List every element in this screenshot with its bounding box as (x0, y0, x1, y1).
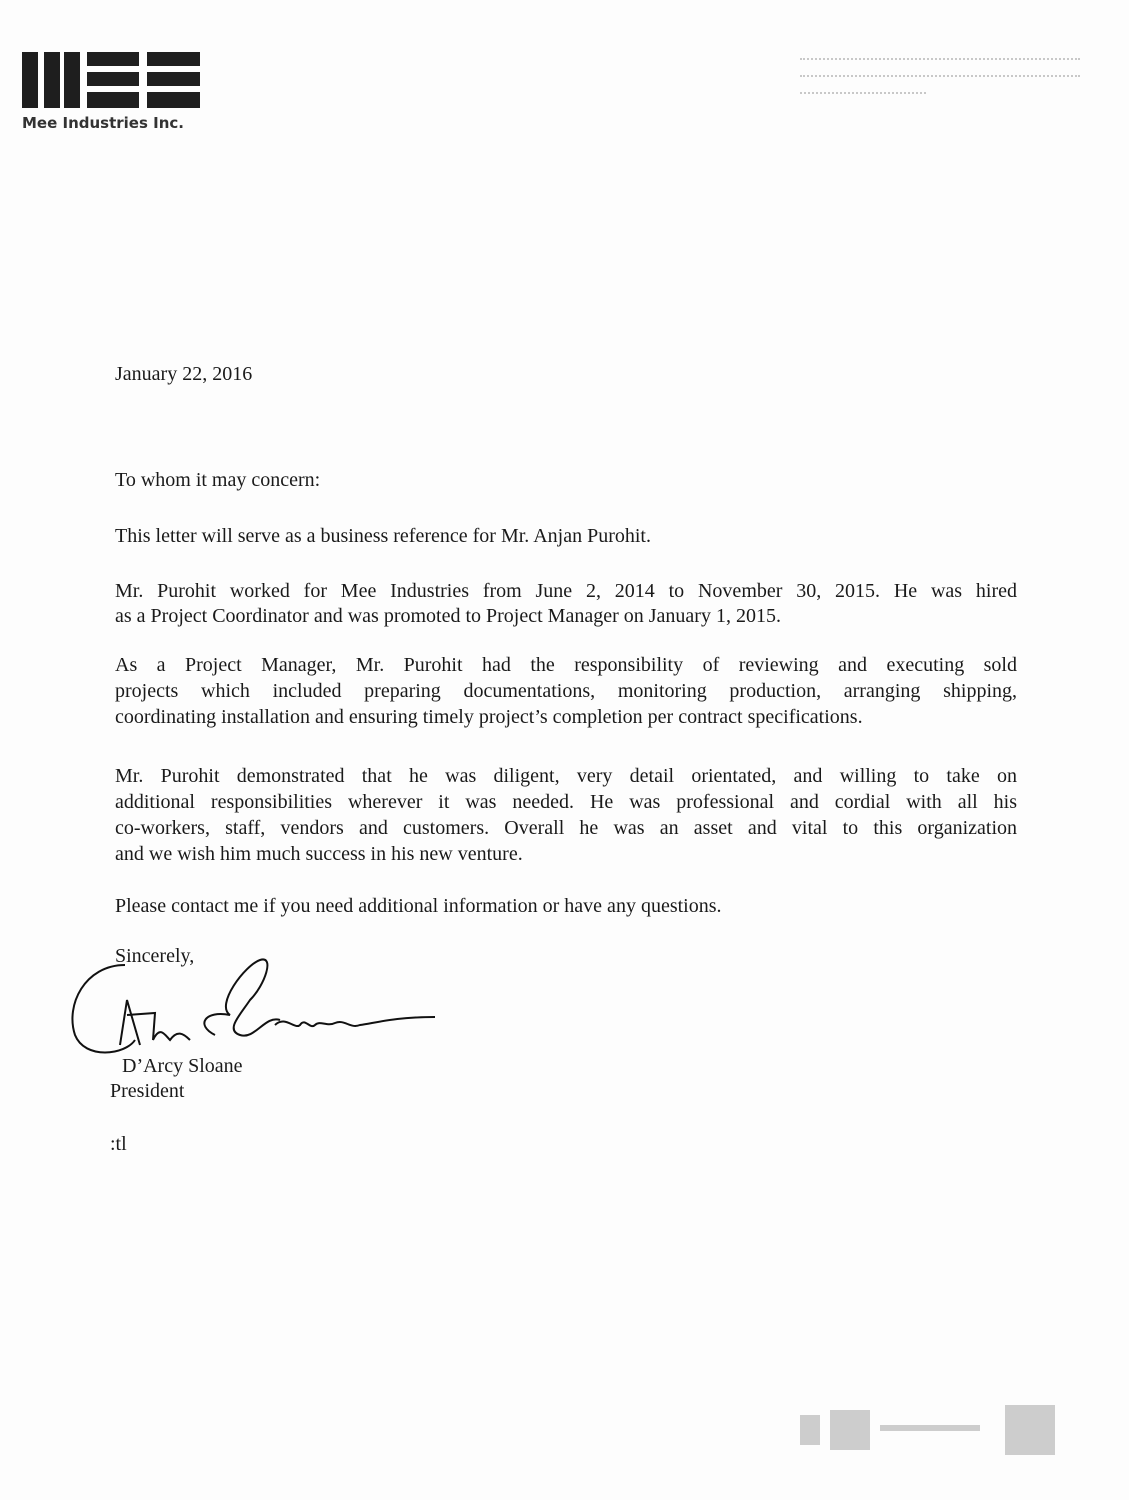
paragraph-5: Please contact me if you need additional information or have any questions. (115, 895, 722, 917)
faded-address-block (800, 58, 1080, 109)
closing: Sincerely, (115, 945, 195, 967)
letter-date: January 22, 2016 (115, 363, 253, 385)
salutation: To whom it may concern: (115, 469, 321, 491)
typist-initials: :tl (110, 1133, 127, 1155)
paragraph-2-line: as a Project Coordinator and was promoted to Project Manager on January 1, 2015. (115, 605, 781, 627)
paragraph-4-line: and we wish him much success in his new venture. (115, 843, 523, 865)
paragraph-3-line: coordinating installation and ensuring timely project’s completion per contract specifications. (115, 706, 863, 728)
company-logo (22, 52, 204, 108)
paragraph-4-line: co-workers, staff, vendors and customers. Overall he was an asset and vital to this organization (115, 817, 1017, 839)
paragraph-3-line: projects which included preparing documentations, monitoring production, arranging shipping, (115, 680, 1017, 702)
paragraph-1: This letter will serve as a business reference for Mr. Anjan Purohit. (115, 525, 651, 547)
paragraph-4-line: Mr. Purohit demonstrated that he was diligent, very detail orientated, and willing to take on (115, 765, 1017, 787)
signer-name: D’Arcy Sloane (122, 1055, 243, 1077)
logo-mark (22, 52, 204, 108)
paragraph-3-line: As a Project Manager, Mr. Purohit had the responsibility of reviewing and executing sold (115, 654, 1017, 676)
faded-stamp-marks (790, 1395, 1070, 1475)
paragraph-4-line: additional responsibilities wherever it was needed. He was professional and cordial with all his (115, 791, 1017, 813)
paragraph-2-line: Mr. Purohit worked for Mee Industries from June 2, 2014 to November 30, 2015. He was hired (115, 580, 1017, 602)
company-name: Mee Industries Inc. (22, 114, 184, 132)
signer-title: President (110, 1080, 185, 1102)
